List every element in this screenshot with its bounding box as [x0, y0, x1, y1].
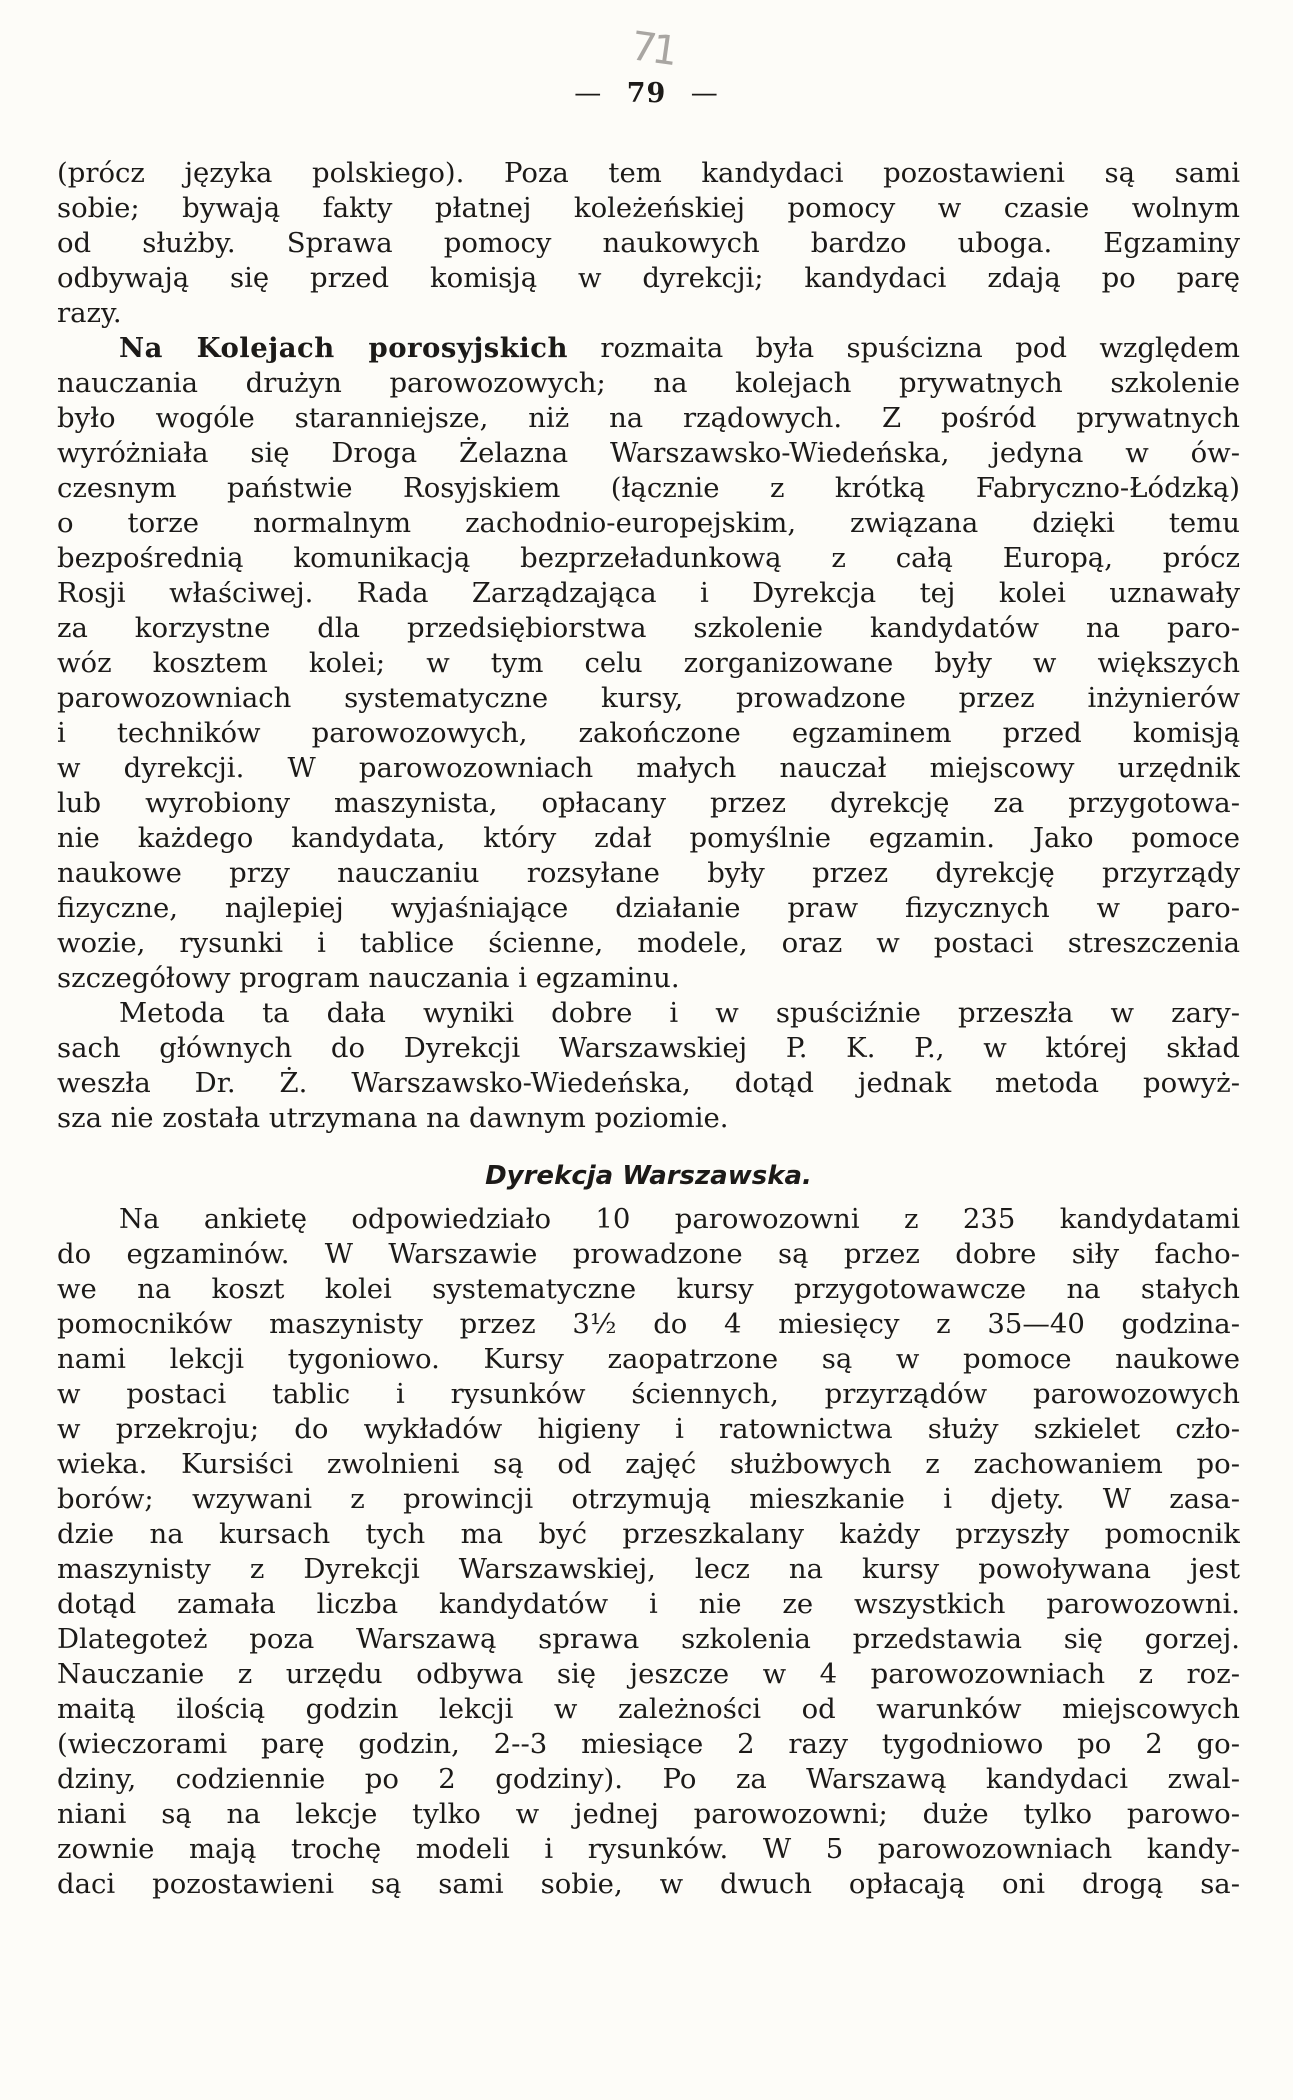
text-line: weszła Dr. Ż. Warszawsko-Wiedeńska, dotąd jednak metoda powyż- — [57, 1067, 1240, 1099]
text-line: do egzaminów. W Warszawie prowadzone są przez dobre siły facho- — [57, 1238, 1240, 1270]
paragraph-1 — [57, 156, 1240, 331]
text-line: czesnym państwie Rosyjskiem (łącznie z krótką Fabryczno-Łódzką) — [57, 472, 1240, 504]
lead-rest: rozmaita była spuścizna pod względem — [568, 332, 1240, 364]
text-line: nauczania drużyn parowozowych; na kolejach prywatnych szkolenie — [57, 367, 1240, 399]
text-line: (wieczorami parę godzin, 2--3 miesiące 2 razy tygodniowo po 2 go- — [57, 1728, 1240, 1760]
pencil-annotation: 71 — [627, 23, 677, 75]
header-dash-right: — — [690, 78, 719, 109]
text-line: dotąd zamała liczba kandydatów i nie ze wszystkich parowozowni. — [57, 1588, 1240, 1620]
text-line: w dyrekcji. W parowozowniach małych nauczał miejscowy urzędnik — [57, 752, 1240, 784]
page-number — [626, 23, 677, 109]
paragraph-4 — [57, 1202, 1240, 1902]
text-line: nami lekcji tygoniowo. Kursy zaopatrzone są w pomoce naukowe — [57, 1343, 1240, 1375]
text-line: zownie mają trochę modeli i rysunków. W 5 parowozowniach kandy- — [57, 1833, 1240, 1865]
text-line: od służby. Sprawa pomocy naukowych bardzo uboga. Egzaminy — [57, 227, 1240, 259]
text-line: lub wyrobiony maszynista, opłacany przez dyrekcję za przygotowa- — [57, 787, 1240, 819]
text-line: i techników parowozowych, zakończone egzaminem przed komisją — [57, 717, 1240, 749]
text-line: naukowe przy nauczaniu rozsyłane były przez dyrekcję przyrządy — [57, 857, 1240, 889]
header-dash-left: — — [574, 78, 603, 109]
text-line: maitą ilością godzin lekcji w zależności od warunków miejscowych — [57, 1693, 1240, 1725]
page-number-header — [0, 23, 1293, 109]
text-line: nie każdego kandydata, który zdał pomyślnie egzamin. Jako pomoce — [57, 822, 1240, 854]
page-body — [57, 156, 1240, 1902]
text-line: Dlategoteż poza Warszawą sprawa szkolenia przedstawia się gorzej. — [57, 1623, 1240, 1655]
text-line: Nauczanie z urzędu odbywa się jeszcze w 4 parowozowniach z roz- — [57, 1658, 1240, 1690]
text-line: pomocników maszynisty przez 3½ do 4 miesięcy z 35—40 godzina- — [57, 1308, 1240, 1340]
text-line: Na ankietę odpowiedziało 10 parowozowni z 235 kandydatami — [119, 1203, 1240, 1235]
bold-lead-phrase: Na Kolejach porosyjskich — [119, 332, 568, 364]
text-line: Metoda ta dała wyniki dobre i w spuściźnie przeszła w zary- — [119, 997, 1240, 1029]
text-line: razy. — [57, 297, 122, 329]
text-line: odbywają się przed komisją w dyrekcji; kandydaci zdają po parę — [57, 262, 1240, 294]
text-line-lead — [57, 331, 1240, 366]
text-line: szczegółowy program nauczania i egzaminu. — [57, 962, 680, 994]
text-line: fizyczne, najlepiej wyjaśniające działanie praw fizycznych w paro- — [57, 892, 1240, 924]
text-line: wyróżniała się Droga Żelazna Warszawsko-Wiedeńska, jedyna w ów- — [57, 437, 1240, 469]
spacer — [57, 1136, 1240, 1146]
text-line: bezpośrednią komunikacją bezprzeładunkową z całą Europą, prócz — [57, 542, 1240, 574]
text-line: w przekroju; do wykładów higieny i ratownictwa służy szkielet czło- — [57, 1413, 1240, 1445]
text-line: niani są na lekcje tylko w jednej parowozowni; duże tylko parowo- — [57, 1798, 1240, 1830]
text-line: dzie na kursach tych ma być przeszkalany każdy przyszły pomocnik — [57, 1518, 1240, 1550]
text-line: dziny, codziennie po 2 godziny). Po za Warszawą kandydaci zwal- — [57, 1763, 1240, 1795]
text-line: parowozowniach systematyczne kursy, prowadzone przez inżynierów — [57, 682, 1240, 714]
paragraph-2 — [57, 331, 1240, 996]
text-line: było wogóle staranniejsze, niż na rządowych. Z pośród prywatnych — [57, 402, 1240, 434]
text-line: daci pozostawieni są sami sobie, w dwuch opłacają oni drogą sa- — [57, 1868, 1240, 1900]
text-line: maszynisty z Dyrekcji Warszawskiej, lecz na kursy powoływana jest — [57, 1553, 1240, 1585]
text-line: wieka. Kursiści zwolnieni są od zajęć służbowych z zachowaniem po- — [57, 1448, 1240, 1480]
text-line: o torze normalnym zachodnio-europejskim, związana dzięki temu — [57, 507, 1240, 539]
text-line: w postaci tablic i rysunków ściennych, przyrządów parowozowych — [57, 1378, 1240, 1410]
text-line: wozie, rysunki i tablice ścienne, modele, oraz w postaci streszczenia — [57, 927, 1240, 959]
text-line: borów; wzywani z prowincji otrzymują mieszkanie i djety. W zasa- — [57, 1483, 1240, 1515]
text-line: Rosji właściwej. Rada Zarządzająca i Dyrekcja tej kolei uznawały — [57, 577, 1240, 609]
text-line: sobie; bywają fakty płatnej koleżeńskiej pomocy w czasie wolnym — [57, 192, 1240, 224]
text-line: wóz kosztem kolei; w tym celu zorganizowane były w większych — [57, 647, 1240, 679]
text-line: za korzystne dla przedsiębiorstwa szkolenie kandydatów na paro- — [57, 612, 1240, 644]
text-line: (prócz języka polskiego). Poza tem kandydaci pozostawieni są sami — [57, 157, 1240, 189]
text-line: sach głównych do Dyrekcji Warszawskiej P. K. P., w której skład — [57, 1032, 1240, 1064]
page-number-text: 79 — [626, 78, 667, 109]
paragraph-3 — [57, 996, 1240, 1136]
text-line: we na koszt kolei systematyczne kursy przygotowawcze na stałych — [57, 1273, 1240, 1305]
section-heading: Dyrekcja Warszawska. — [485, 1161, 812, 1191]
text-line: sza nie została utrzymana na dawnym poziomie. — [57, 1102, 729, 1134]
